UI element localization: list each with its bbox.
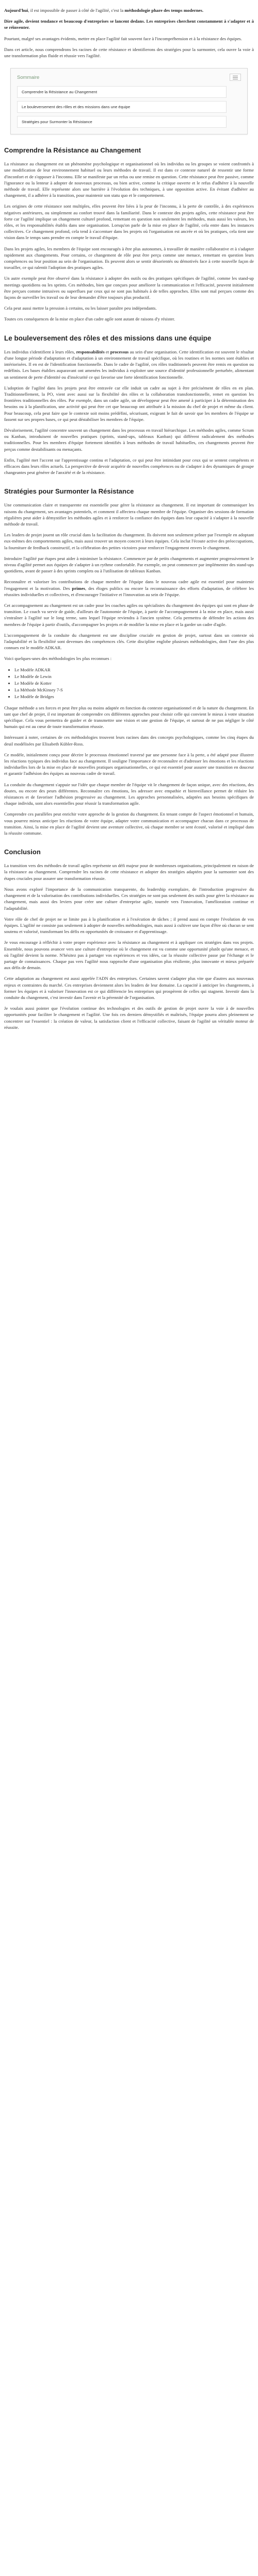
bold-text: processus	[110, 349, 129, 354]
paragraph: L'accompagnement de la conduite du changement est une discipline cruciale en gestion de projet, surtout dans un contexte où l'adaptabilité et la flexibilité sont devenues des compétences clés. Cette discipline englobe plusieurs méthodologies, dont l'une des plus connues est le modèle ADKAR.	[4, 632, 254, 651]
section-heading: Stratégies pour Surmonter la Résistance	[4, 487, 134, 496]
section-heading: Comprendre la Résistance au Changement	[4, 146, 141, 155]
article-body	[4, 146, 254, 1030]
article-section	[4, 334, 254, 476]
toc-item-resistance[interactable]: Comprendre la Résistance au Changement	[17, 86, 227, 98]
article-section	[4, 848, 254, 1030]
paragraph: Reconnaître et valoriser les contributions de chaque membre de l'équipe dans le nouveau cadre agile est essentiel pour maintenir l'engagement et la motivation. Des primes, des éloges publics ou encore la reconnaissance des efforts d'adaptation, de célébrer les réussites individuelles et collectives, et d'encourager l'initiative et l'innovation au sein de l'équipe.	[4, 579, 254, 597]
paragraph: Je voulais aussi pointer que l'évolution continue des technologies et des outils de gestion de projet ouvre la voie à de nouvelles opportunités pour faciliter le changement et l'agilité. Une fois ces derniers démystifiés et maîtrisés, l'équipe pourra alors pleinement se concentrer sur l'essentiel : la création de valeur, la satisfaction client et l'efficacité collective, faisant de l'agilité un véritable moteur de réussite.	[4, 1006, 254, 1030]
toc-item-roles[interactable]: Le bouleversement des rôles et des missions dans une équipe	[17, 101, 227, 113]
section-heading: Conclusion	[4, 848, 41, 856]
list-item: • Le Modèle de Bridges	[14, 693, 254, 700]
paragraph: Toutes ces conséquences de la mise en place d'un cadre agile sont autant de raisons d'y résister.	[4, 316, 175, 322]
list-item: • La Méthode McKinsey 7-S	[14, 687, 254, 693]
bold-text: Aujourd'hui	[4, 8, 28, 13]
bold-text: méthodologie phare des temps modernes.	[124, 8, 204, 13]
paragraph: Ce modèle, initialement conçu pour décrire le processus émotionnel traversé par une personne face à la perte, a été adapté pour illustrer les réactions typiques des individus face au changement. Il souligne l'importance de reconnaître et d'adresser les émotions et les réactions individuelles lors de la mise en place de nouvelles pratiques organisationnelles, ce qui est essentiel pour assurer une transition en douceur et garantir l'adhésion des équipes au nouveau cadre de travail.	[4, 752, 254, 776]
paragraph: La transition vers des méthodes de travail agiles représente un défi majeur pour de nombreuses organisations, principalement en raison de la résistance au changement. Comprendre les racines de cette résistance et adopter des stratégies adaptées pour la surmonter sont des étapes cruciales pour assurer une transformation réussie.	[4, 863, 254, 881]
paragraph: Voici quelques-unes des méthodologies les plus reconnues :	[4, 656, 112, 662]
intro-paragraph: Dans cet article, nous comprendrons les racines de cette résistance et identifierons des stratégies pour la surmonter, cela ouvre la voie à une transformation plus fluide et réussie vers l'agilité.	[4, 46, 254, 59]
paragraph: Une communication claire et transparente est essentielle pour gérer la résistance au changement. Il est important de communiquer les raisons du changement, ses avantages potentiels, et comment il affectera chaque membre de l'équipe. Organiser des sessions de formation régulières peut aider à démystifier les méthodes agiles et à renforcer la confiance des équipes dans leur capacité à s'adapter à la nouvelle méthode de travail.	[4, 502, 254, 527]
toc-item-strategies[interactable]: Stratégies pour Surmonter la Résistance	[17, 116, 227, 128]
table-of-contents	[10, 68, 248, 134]
bold-text: primes	[72, 585, 86, 591]
paragraph: La conduite du changement s'appuie sur l'idée que chaque membre de l'équipe vit le changement de façon unique, avec des réactions, des doutes, ou encore des peurs différentes. Reconnaître ces émotions, les adresser avec empathie et bienveillance permet de réduire les résistances et de favoriser l'adhésion progressive au changement. Les approches personnalisées, adaptées aux besoins spécifiques de chaque individu, sont alors essentielles pour réussir la transformation agile.	[4, 782, 254, 806]
intro	[4, 7, 254, 59]
paragraph: Les leaders de projet jouent un rôle crucial dans la facilitation du changement. Ils doivent non seulement prôner par l'exemple en adoptant eux-mêmes des comportements agiles, mais aussi trouver un moyen concret à leurs équipes. Cela inclut l'écoute active des préoccupations, la fourniture de feedback constructif, et la célébration des petites victoires pour renforcer l'engagement envers le changement.	[4, 532, 254, 550]
paragraph: Intéressant à noter, certaines de ces méthodologies trouvent leurs racines dans des concepts psychologiques, comme les cinq étapes du deuil modélisées par Elisabeth Kübler-Ross.	[4, 735, 254, 747]
section-heading: Le bouleversement des rôles et des missions dans une équipe	[4, 334, 212, 342]
bold-text: Dire agile, devient tendance et beaucoup d'entreprises se lancent dedans. Les entreprises cherchent constamment à s'adapter et à se réinventer.	[4, 19, 254, 30]
paragraph: Chaque méthode a ses forces et peut être plus ou moins adaptée en fonction du contexte organisationnel et de la nature du changement. En tant que chef de projet, il est important de comprendre ces différentes approches pour choisir celle qui convient le mieux à votre situation spécifique. Cela vous permettra de guider et de transmettre une vision et une gestion de l'équipe, et surtout de ne pas négliger le côté humain qui est au cœur de toute transformation réussie.	[4, 705, 254, 730]
list-item: • Le Modèle de Kotter	[14, 680, 254, 686]
paragraph: Les origines de cette résistance sont multiples, elles peuvent être liées à la peur de l'inconnu, à la perte de contrôle, à des expériences négatives antérieures, ou simplement au confort trouvé dans la familiarité. Dans le contexte des projets agiles, cette résistance peut être forte car l'agilité implique un changement culturel profond, remettant en question non seulement les méthodes, mais aussi les valeurs, les rôles, et les responsabilités établis dans une organisation. Lorsqu'on parle de la mise en place de l'agilité, cela entre dans les instances collectives. Ce changement profond, cela tend à s'accentuer dans les projets où l'organisation est ancrée et où les pratiques, cela tient une vision dans le temps sans prendre en compte le travail d'équipe.	[4, 204, 254, 241]
intro-paragraph: Pourtant, malgré ses avantages évidents, mettre en place l'agilité fait souvent face à l'incompréhension et à la résistance des équipes.	[4, 36, 242, 41]
paragraph: Dans les projets agiles, les membres de l'équipe sont encouragés à être plus autonomes, à travailler de manière collaborative et à s'adapter rapidement aux changements. Pour certains, ce changement de rôle peut être perçu comme une menace, remettant en question leurs compétences ou leur position au sein de l'organisation. Ils peuvent alors se sentir désorientés ou démotivés face à cette nouvelle façon de travailler, ce qui ralentit l'adoption des pratiques agiles.	[4, 246, 254, 270]
methodology-list	[4, 667, 254, 700]
paragraph: Cela peut aussi mettre la pression à certains, ou les laisser paraître peu indépendants.	[4, 306, 157, 311]
paragraph: Comprendre ces parallèles peut enrichir votre approche de la gestion du changement. En tenant compte de l'aspect émotionnel et humain, vous pourrez mieux anticiper les réactions de votre équipe, adapter votre communication et accompagner chacun dans ce processus de transition. Ainsi, la mise en place de l'agilité devient une aventure collective, où chaque membre se sent écouté, valorisé et impliqué dans la réussite commune.	[4, 811, 254, 836]
article	[0, 0, 258, 1040]
paragraph: Introduire l'agilité par étapes peut aider à minimiser la résistance. Commencer par de petits changements et augmenter progressivement le niveau d'agilité permet aux équipes de s'adapter à un rythme confortable. Par exemple, on peut commencer par implémenter des stand-ups quotidiens, avant de passer à des sprints complets ou à l'utilisation de tableaux Kanban.	[4, 555, 254, 574]
paragraph: Les individus s'identifient à leurs rôles, responsabilités et processus au sein d'une organisation. Cette identification est souvent le résultat d'une longue période d'adaptation et d'adaptation à un environnement de travail spécifique, où les routines et les normes sont établies et intériorisées. Il en est de l'identification fonctionnelle. Dans le cadre de l'agilité, ces rôles traditionnels peuvent être remis en question ou redéfinis. Les bases établies auparavant ont amenées les individus à exploiter une source d'identité professionnelle perturbée, alimentant un sentiment de perte d'identité ou d'insécurité ce qui favorise une forte identification fonctionnelle.	[4, 349, 254, 380]
toc-items	[17, 86, 241, 128]
paragraph: Votre rôle de chef de projet ne se limite pas à la planification et à l'exécution de tâches ; il prend aussi en compte l'évolution de vos équipes. L'agilité ne consiste pas seulement à adopter de nouvelles méthodologies, mais aussi à cultiver une façon d'être où chacun se sent soutenu et valorisé, transformant les défis en opportunités de croissance et d'apprentissage.	[4, 916, 254, 935]
article-section	[4, 146, 254, 322]
paragraph: L'adoption de l'agilité dans les projets peut être entravée car elle induit un cadre au sujet à être précisément de rôles en en plan. Traditionnellement, la PO, vient avec aussi sur la flexibilité des rôles et la collaboration transfonctionnelle, remet en question les frontières traditionnelles des rôles. Par exemple, dans un cadre agile, un développeur peut être amené à participer à la détermination des besoins ou à la planification, une activité qui peut être cet que beaucoup ont attribuée à la mission du chef de projet et même du client. Pour beaucoup, cela peut faire que le contexte soit moins prédéfini, sécurisant, exigeant le fait de savoir que les membres de l'équipe se fassent sur ses propres bases, ce qui peut déstabiliser les membres de l'équipe.	[4, 385, 254, 422]
toc-toggle-menu-icon[interactable]	[230, 74, 241, 81]
list-item: • Le Modèle ADKAR	[14, 667, 254, 673]
intro-paragraph: Aujourd'hui, il est impossible de passer à côté de l'agilité, c'est la méthodologie phare des temps modernes.	[4, 8, 204, 13]
paragraph: Cette adaptation au changement est aussi appelée l'ADN des entreprises. Certaines savent s'adapter plus vite que d'autres aux nouveaux enjeux et contraintes du marché. Ces entreprises deviennent alors les leaders de leur domaine. La capacité à anticiper les changements, à former les équipes et à valoriser l'innovation est ce qui différencie les entreprises qui prospèrent de celles qui stagnent. Investir dans la conduite du changement, c'est investir dans l'avenir et la pérennité de l'organisation.	[4, 976, 254, 1000]
list-item: • Le Modèle de Lewin	[14, 673, 254, 680]
paragraph: La résistance au changement est un phénomène psychologique et organisationnel où les individus ou les groupes se voient confrontés à une modification de leur environnement habituel ou leurs méthodes de travail. Il est dans ce contexte naturel de ressentir une forme d'inconfort et de s'opposer à l'inconnu. Elle se manifeste par un refus ou une remise en question. Cette résistance peut être passive, comme l'ignorance ou la lenteur à adopter de nouveaux processus, ou bien active, comme la critique ouverte et le refus d'adhérer à la nouvelle méthode de travail. Elle représente alors une barrière à l'évolution des techniques, à une opposition active. En évitant d'adhérer au changement, il a adhérer à la transition, pour maintenir son statu quo et le comportement.	[4, 161, 254, 198]
toc-header	[17, 74, 241, 81]
paragraph: Nous avons exploré l'importance de la communication transparente, du leadership exemplaire, de l'introduction progressive du changement et de la valorisation des contributions individuelles. Ces stratégies ne sont pas seulement des outils pour gérer la résistance au changement, mais aussi des leviers pour créer une culture d'entreprise agile, tournée vers l'innovation, l'amélioration continue et l'adaptabilité.	[4, 886, 254, 911]
paragraph: Enfin, l'agilité met l'accent sur l'apprentissage continu et l'adaptation, ce qui peut être intimidant pour ceux qui se sentent compétents et efficaces dans leurs rôles actuels. La perspective de devoir acquérir de nouvelles compétences ou de s'adapter à des dynamiques de groupe changeantes peut générer de l'anxiété et de la résistance.	[4, 457, 254, 476]
paragraph: Dévalorisement, l'agilité concentre souvent un changement dans les processus en travail hiérarchique. Les méthodes agiles, comme Scrum ou Kanban, introduisent de nouvelles pratiques (sprints, stand-ups, tableaux Kanban) qui diffèrent radicalement des méthodes traditionnelles. Pour les membres d'équipe fortement identifiés à leurs méthodes de travail habituelles, ces changements peuvent être perçus comme destabilisants ou menaçants.	[4, 427, 254, 452]
paragraph: Un autre exemple peut être observé dans la résistance à adopter des outils ou des pratiques spécifiques de l'agilité, comme les stand-up meetings quotidiens ou les sprints. Ces méthodes, bien que conçues pour améliorer la communication et l'efficacité, peuvent initialement être perçues comme intrusives ou superflues par ceux qui ne sont pas habitués à de telles approches. Elles sont mal perçues comme des façons de surveiller les travail ou de leur demander d'être toujours plus productif.	[4, 276, 254, 300]
bold-text: responsabilités	[76, 349, 105, 354]
article-section	[4, 487, 254, 836]
intro-paragraph	[4, 18, 254, 30]
toc-title: Sommaire	[17, 74, 40, 80]
paragraph: Cet accompagnement au changement est un cadre pour les coaches agiles ou spécialistes du changement des équipes qui sont en phase de transition. Le coach va servir de guide, d'ailleurs de l'autonomie de l'équipe, à partir de l'accompagnement à la mise en place, mais aussi s'entraîner à l'agilité sur le long terme, sans lequel l'équipe reviendra à l'ancien système. Cela permettra de défendre les actions des membres de l'équipe à partir d'outils, d'accompagner les projets et de modifier la mise en place et la garder un cadre d'agile.	[4, 602, 254, 627]
paragraph: Je vous encourage à réfléchir à votre propre expérience avec la résistance au changement et à appliquer ces stratégies dans vos projets. Ensemble, nous pouvons avancer vers une culture d'entreprise où le changement est vu comme une opportunité plutôt qu'une menace, et où l'agilité devient la norme. N'hésitez pas à partager vos expériences et vos idées, car la réussite collective passe par l'échange et le partage de connaissances. Chaque pas vers l'agilité nous rapproche d'une organisation plus résiliente, plus innovante et mieux préparée aux défis de demain.	[4, 940, 254, 971]
